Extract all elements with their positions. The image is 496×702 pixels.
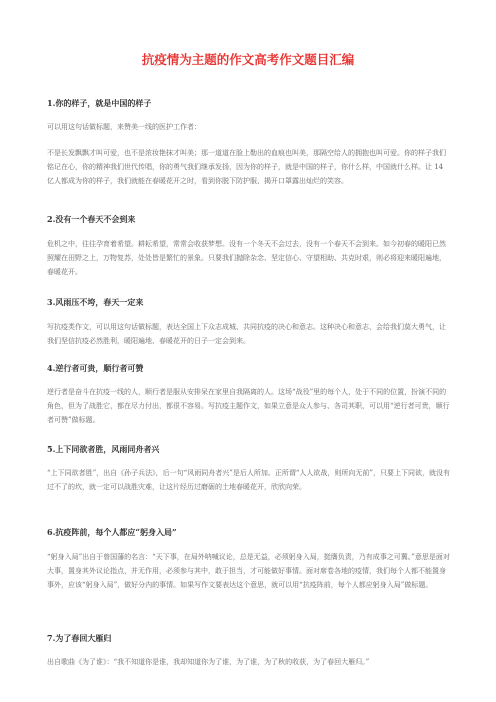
section-3-heading: 3.风雨压不垮，春天一定来 (47, 297, 144, 307)
section-7-heading: 7.为了春回大雁归 (47, 633, 112, 643)
section-4-paragraph-1: 逆行者是奋斗在抗疫一线的人，顺行者是服从安排呆在家里自我隔离的人。这场“战役”里的每个人，处于不同的位置，扮演不同的角色，但为了战胜它，都在尽力付出，都很不容易。写抗疫主题作文，如果立意是众人参与、各司其职，可以用“逆行者可贵，顺行者可赞”做标题。 (47, 388, 450, 424)
section-6-heading: 6.抗疫阵前，每个人都应“躬身入局” (47, 527, 177, 537)
section-6-paragraph-1: “躬身入局”出自于曾国藩的名言：“天下事，在局外呐喊议论，总是无益，必须躬身入局，挺膺负责，乃有成事之可冀。”意思是面对大事，置身其外议论指点，并无作用，必须参与其中，敢于担当，才可能做好事情。面对席卷各地的疫情，我们每个人都不能置身事外，应该“躬身入局”，做好分内的事情。如果写作文要表达这个意思，就可以用“抗疫阵前，每个人都应躬身入局”做标题。 (47, 553, 450, 589)
section-5-heading: 5.上下同欲者胜，风雨同舟者兴 (47, 444, 160, 454)
section-4-heading: 4.逆行者可贵，顺行者可赞 (47, 363, 144, 373)
section-2-paragraph-1: 危机之中，往往孕育着希望。耕耘希望，常常会收获梦想。没有一个冬天不会过去，没有一个春天不会到来。如今初春的暖阳已然照耀在田野之上，万物复苏，处处皆是繁忙的景象。只要我们抛除杂念、坚定信心、守望相助、共克时艰，则必将迎来暖阳遍地，春暖花开。 (47, 240, 446, 276)
section-3-paragraph-1: 写抗疫类作文，可以用这句话做标题，表达全国上下众志成城、共同抗疫的决心和意志。这种决心和意志，会给我们莫大勇气，让我们坚信抗疫必然胜利，暖阳遍地、春暖花开的日子一定会到来。 (47, 323, 446, 345)
section-2-heading: 2.没有一个春天不会到来 (47, 214, 136, 224)
document-title: 抗疫情为主题的作文高考作文题目汇编 (141, 52, 355, 67)
section-1-heading: 1.你的样子，就是中国的样子 (47, 98, 152, 108)
section-7-paragraph-1: 出自歌曲《为了谁》：“我不知道你是谁，我却知道你为了谁，为了谁，为了秋的收获，为了春回大雁归。” (47, 658, 370, 666)
section-1-paragraph-2: 不是长发飘飘才叫可爱，也不是浓妆艳抹才叫美；那一道道在脸上勒出的血痕也叫美，那隔空给人的拥抱也叫可爱。你的样子我们铭记在心，你的精神我们世代传唱，你的勇气我们继承发扬，因为你的样子，就是中国的样子，你什么样，中国就什么样。让 14 亿人都成为你的样子，我们就能在春暖花开之时，看到你脱下防护服、揭开口罩露出灿烂的笑容。 (47, 149, 446, 185)
section-1-paragraph-1: 可以用这句话做标题，来赞美一线的医护工作者： (47, 123, 201, 131)
section-5-paragraph-1: “上下同欲者胜”，出自《孙子兵法》，后一句“风雨同舟者兴”是后人所加。正所谓“人人欲战，则所向无前”，只要上下同欲，就没有过不了的坎，就一定可以战胜灾难，让这片经历过磨砺的土地春暖花开，欣欣向荣。 (47, 469, 450, 491)
